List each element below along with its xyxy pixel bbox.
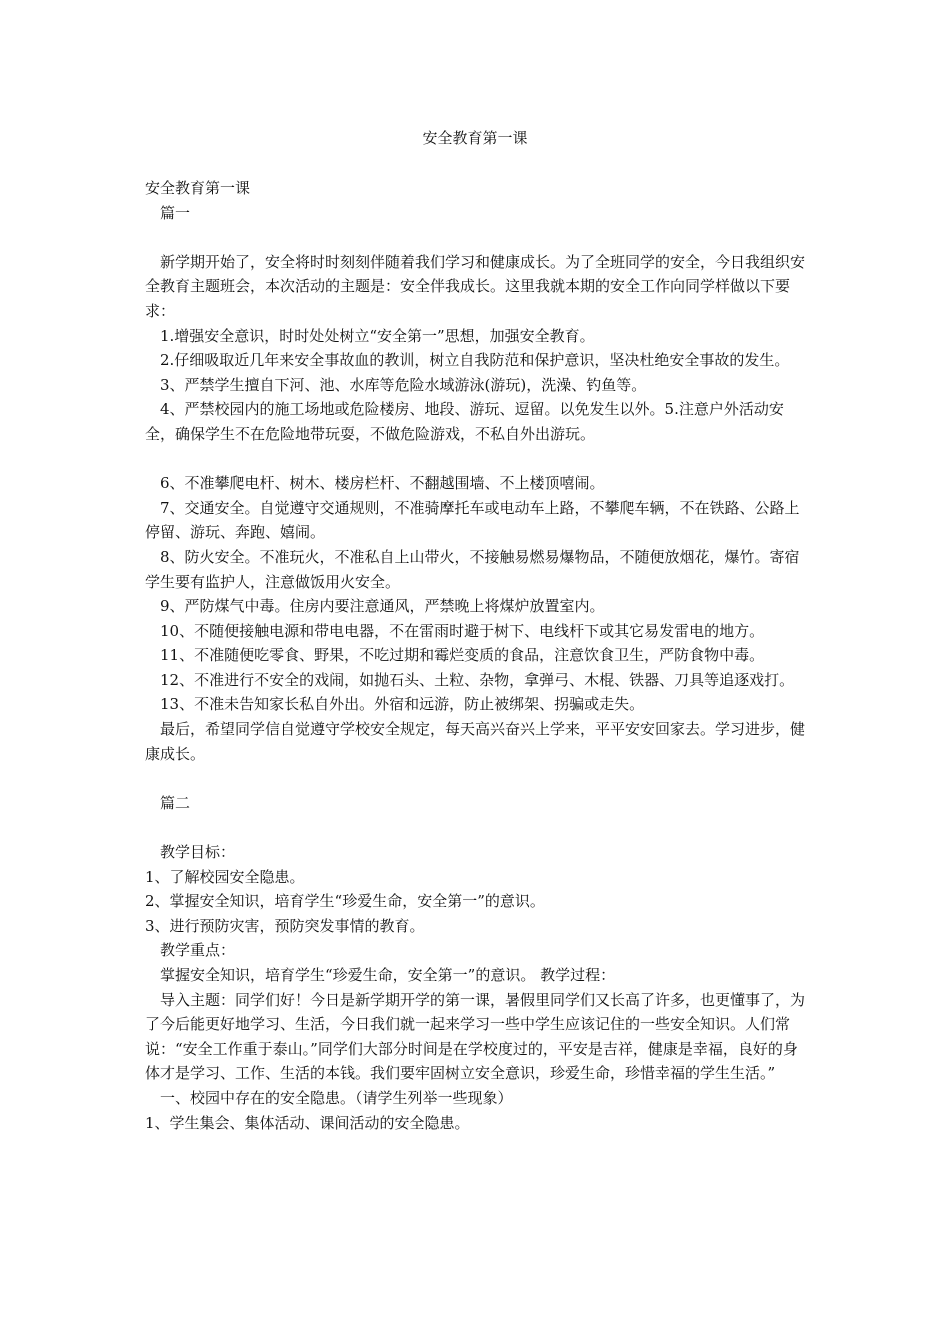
section-heading: 一、校园中存在的安全隐患。（请学生列举一些现象） <box>160 1088 513 1107</box>
rule-item: 11、不准随便吃零食、野果，不吃过期和霉烂变质的食品，注意饮食卫生，严防食物中毒。 <box>160 646 765 665</box>
rule-item: 10、不随便接触电源和带电电器，不在雷雨时避于树下、电线杆下或其它易发雷电的地方。 <box>160 621 765 640</box>
document-title: 安全教育第一课 <box>422 129 528 147</box>
rule-item: 6、不准攀爬电杆、树木、楼房栏杆、不翻越围墙、不上楼顶嘻闹。 <box>160 474 605 493</box>
rule-item: 8、防火安全。不准玩火，不准私自上山带火，不接触易燃易爆物品，不随便放烟花，爆竹。寄宿学生要有监护人，注意做饭用火安全。 <box>145 547 800 591</box>
goals-label: 教学目标： <box>160 843 236 862</box>
rule-item: 13、不准未告知家长私自外出。外宿和远游，防止被绑架、拐骗或走失。 <box>160 695 645 714</box>
section-item: 1、学生集会、集体活动、课间活动的安全隐患。 <box>145 1113 470 1132</box>
part1-intro: 新学期开始了，安全将时时刻刻伴随着我们学习和健康成长。为了全班同学的安全，今日我组织安全教育主题班会，本次活动的主题是：安全伴我成长。这里我就本期的安全工作向同学样做以下要求： <box>145 252 806 320</box>
document-heading: 安全教育第一课 <box>145 179 251 197</box>
part1-label: 篇一 <box>160 203 191 222</box>
document-body <box>145 176 807 1135</box>
rule-item: 9、严防煤气中毒。住房内要注意通风，严禁晚上将煤炉放置室内。 <box>160 597 605 616</box>
rule-item: 2.仔细吸取近几年来安全事故血的教训，树立自我防范和保护意识，坚决杜绝安全事故的发生。 <box>160 351 790 370</box>
spacer <box>145 815 807 840</box>
rule-item: 12、不准进行不安全的戏闹，如抛石头、土粒、杂物，拿弹弓、木棍、铁器、刀具等追逐戏打。 <box>160 670 795 689</box>
focus-text: 掌握安全知识，培育学生“珍爱生命，安全第一”的意识。 教学过程： <box>160 966 616 984</box>
spacer <box>145 766 807 791</box>
goal-item: 2、掌握安全知识，培育学生“珍爱生命，安全第一”的意识。 <box>145 892 545 911</box>
lesson-intro: 导入主题：同学们好！今日是新学期开学的第一课，暑假里同学们又长高了许多，也更懂事了，为了今后能更好地学习、生活，今日我们就一起来学习一些中学生应该记住的一些安全知识。人们常说：“安全工作重于泰山。”同学们大部分时间是在学校度过的，平安是吉祥，健康是幸福，良好的身体才是学习、工作、生活的本钱。我们要牢固树立安全意识，珍爱生命，珍惜幸福的学生生活。” <box>145 990 806 1083</box>
goal-item: 3、进行预防灾害，预防突发事情的教育。 <box>145 916 425 935</box>
goal-item: 1、了解校园安全隐患。 <box>145 867 305 886</box>
closing-paragraph: 最后，希望同学信自觉遵守学校安全规定，每天高兴奋兴上学来，平平安安回家去。学习进步，健康成长。 <box>145 720 806 763</box>
part2-label: 篇二 <box>160 793 191 812</box>
rule-item: 1.增强安全意识，时时处处树立“安全第一”思想，加强安全教育。 <box>160 326 595 345</box>
spacer <box>145 447 807 472</box>
spacer <box>145 225 807 250</box>
focus-label: 教学重点： <box>160 941 236 960</box>
rule-item: 3、严禁学生擅自下河、池、水库等危险水域游泳(游玩)，洗澡、钓鱼等。 <box>160 375 647 394</box>
rule-item: 4、严禁校园内的施工场地或危险楼房、地段、游玩、逗留。以免发生以外。5.注意户外活动安全，确保学生不在危险地带玩耍，不做危险游戏，不私自外出游玩。 <box>145 400 784 443</box>
rule-item: 7、交通安全。自觉遵守交通规则，不准骑摩托车或电动车上路，不攀爬车辆，不在铁路、公路上停留、游玩、奔跑、嬉闹。 <box>145 498 800 542</box>
